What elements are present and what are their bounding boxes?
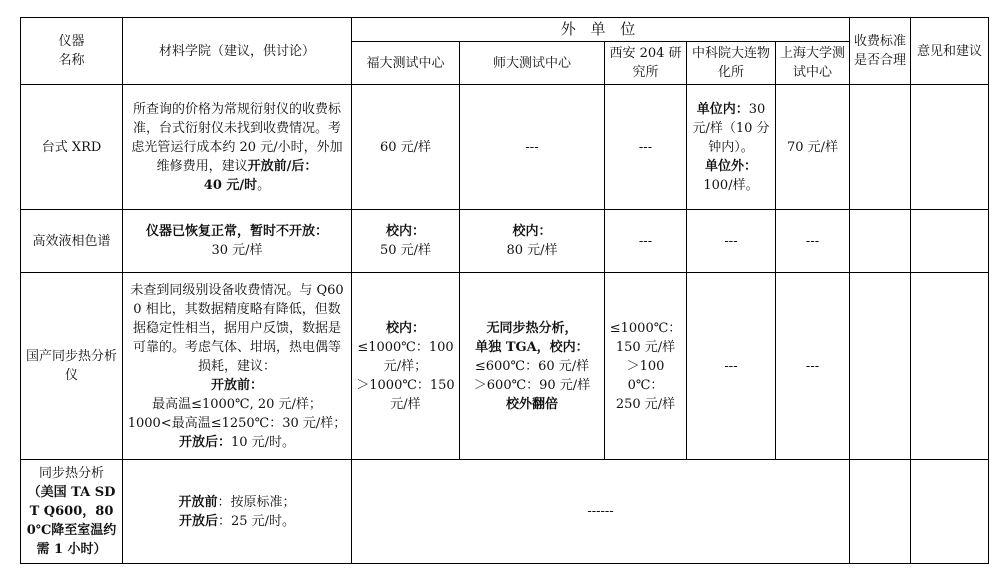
row-xrd-school-bold2: 40 元/时 — [203, 177, 258, 193]
table-row — [21, 460, 989, 564]
row-sta-shida-bold3: 校外翻倍 — [505, 396, 558, 412]
row-sta-name: 国产同步热分析仪 — [21, 273, 123, 460]
row-sta-shida — [460, 273, 605, 460]
row-q600-school-text2: ：25 元/时。 — [217, 513, 296, 529]
row-hplc-fuda-bold: 校内： — [385, 224, 425, 239]
row-xrd-school-end: 。 — [257, 177, 271, 193]
row-hplc-name: 高效液相色谱 — [21, 210, 123, 273]
row-hplc-fuda-text: 50 元/样 — [379, 243, 432, 258]
row-sta-shida-bold2: 单独 TGA，校内： — [475, 339, 589, 355]
row-q600-school-text1: ：按原标准； — [217, 494, 296, 510]
row-hplc-shida — [460, 210, 605, 273]
table-row — [21, 85, 989, 210]
row-hplc-school-bold: 仪器已恢复正常，暂时不开放： — [145, 224, 328, 239]
row-hplc-xian: --- — [605, 210, 687, 273]
row-xrd-dalian — [687, 85, 776, 210]
row-hplc-shanghai: --- — [776, 210, 850, 273]
row-xrd-shida: --- — [460, 85, 605, 210]
row-q600-name-bold: （美国 TA SDT Q600，800℃降至室温约需 1 小时） — [26, 485, 117, 557]
row-xrd-reasonable — [850, 85, 911, 210]
row-hplc-fuda — [352, 210, 460, 273]
row-xrd-fuda: 60 元/样 — [352, 85, 460, 210]
row-xrd-dalian-b2: 单位外： — [704, 158, 757, 174]
row-xrd-school-text: 所查询的价格为常规衍射仪的收费标准，台式衍射仪未找到收费情况。考虑光管运行成本约 20 元/小时，外加维修费用，建议 — [131, 101, 343, 174]
row-xrd-shanghai: 70 元/样 — [776, 85, 850, 210]
header-shanghai: 上海大学测试中心 — [776, 42, 850, 85]
row-xrd-school — [123, 85, 352, 210]
row-q600-school-bold2: 开放后 — [178, 513, 218, 529]
row-sta-xian-line4: 250 元/样 — [615, 396, 676, 412]
row-q600-outside: ------ — [352, 460, 850, 564]
row-sta-fuda-line1: ≤1000℃：100 元/样； — [357, 339, 454, 374]
row-sta-xian-line2: 150 元/样 — [615, 339, 676, 355]
row-sta-xian — [605, 273, 687, 460]
row-hplc-opinion — [911, 210, 989, 273]
row-xrd-school-bold1: 开放前/后： — [247, 158, 318, 174]
row-sta-school-line1: 最高温≤1000℃, 20 元/样； — [152, 396, 322, 412]
row-q600-school-bold1: 开放前 — [178, 494, 218, 510]
header-dalian: 中科院大连物化所 — [687, 42, 776, 85]
row-hplc-shida-bold: 校内： — [512, 224, 552, 239]
fee-document — [20, 17, 989, 564]
row-xrd-dalian-b1: 单位内： — [696, 101, 749, 117]
row-xrd-opinion — [911, 85, 989, 210]
row-hplc-school-text: 30 元/样 — [211, 243, 263, 258]
row-xrd-name: 台式 XRD — [21, 85, 123, 210]
row-hplc-reasonable — [850, 210, 911, 273]
header-opinion: 意见和建议 — [911, 18, 989, 85]
header-fuda: 福大测试中心 — [352, 42, 460, 85]
header-school: 材料学院（建议，供讨论） — [123, 18, 352, 85]
row-q600-school — [123, 460, 352, 564]
header-xian: 西安 204 研究所 — [605, 42, 687, 85]
header-outside: 外 单 位 — [352, 18, 850, 42]
row-q600-reasonable — [850, 460, 911, 564]
row-sta-shida-line1: ≤600℃：60 元/样 — [474, 358, 590, 374]
row-xrd-dalian-t1: 30 元/样（10 分钟内）。 — [692, 101, 770, 155]
row-q600-name — [21, 460, 123, 564]
fee-table — [20, 17, 989, 564]
row-sta-fuda-line2: ＞1000℃：150 元/样 — [356, 377, 455, 412]
row-sta-school-text: 未查到同级别设备收费情况。与 Q600 相比，其数据精度略有降低，但数据稳定性相当，据用户反馈，数据是可靠的。考虑气体、坩埚，热电偶等损耗，建议： — [130, 282, 344, 374]
table-row — [21, 210, 989, 273]
row-hplc-dalian: --- — [687, 210, 776, 273]
header-shida: 师大测试中心 — [460, 42, 605, 85]
row-sta-fuda-bold: 校内： — [385, 320, 425, 336]
row-sta-shanghai: --- — [776, 273, 850, 460]
row-sta-reasonable — [850, 273, 911, 460]
row-xrd-dalian-t2: 100/样。 — [703, 177, 759, 193]
row-sta-xian-line1: ≤1000℃： — [609, 320, 682, 336]
row-q600-name-text: 同步热分析 — [38, 466, 104, 481]
row-sta-school — [123, 273, 352, 460]
header-instrument: 仪器 名称 — [21, 18, 123, 85]
row-xrd-xian: --- — [605, 85, 687, 210]
header-reasonable: 收费标准是否合理 — [850, 18, 911, 85]
row-sta-shida-bold1: 无同步热分析， — [486, 320, 578, 336]
row-sta-school-line2: 1000<最高温≤1250℃：30 元/样； — [127, 415, 347, 431]
row-sta-school-bold1: 开放前： — [210, 377, 263, 393]
row-sta-school-line3: 10 元/时。 — [230, 434, 296, 450]
row-sta-dalian: --- — [687, 273, 776, 460]
table-row — [21, 273, 989, 460]
row-hplc-school — [123, 210, 352, 273]
row-sta-school-bold2: 开放后： — [178, 434, 231, 450]
row-sta-xian-line3: ＞1000℃： — [626, 358, 665, 393]
row-sta-opinion — [911, 273, 989, 460]
row-hplc-shida-text: 80 元/样 — [506, 243, 558, 258]
row-q600-opinion — [911, 460, 989, 564]
row-sta-fuda — [352, 273, 460, 460]
row-sta-shida-line2: ＞600℃：90 元/样 — [473, 377, 591, 393]
